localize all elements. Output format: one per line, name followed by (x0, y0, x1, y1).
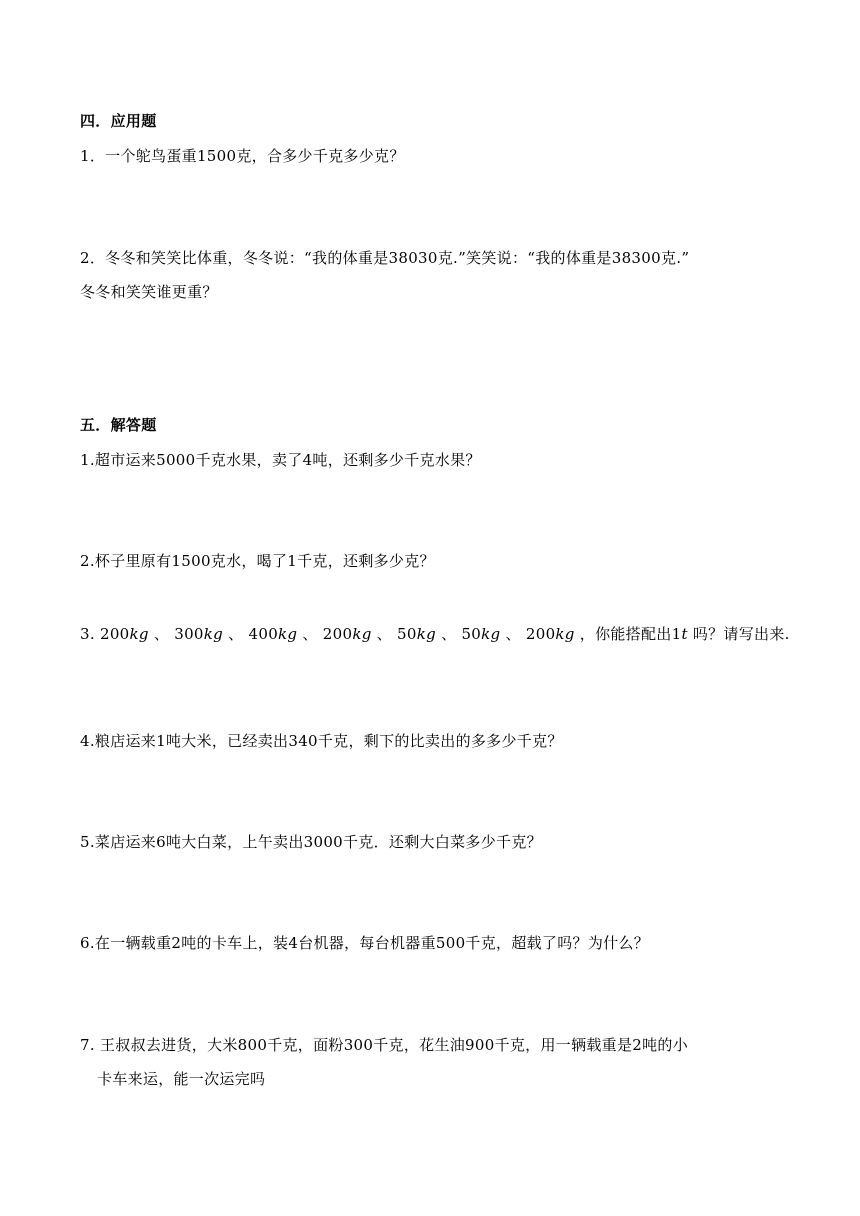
section-5-question-7-line-2: 卡车来运，能一次运完吗 (97, 1070, 266, 1088)
weight-item-2: 300kg (174, 625, 224, 643)
question-3-prefix: 3. (80, 625, 100, 643)
separator: 、 (297, 625, 323, 643)
section-5-question-2: 2.杯子里原有1500克水，喝了1千克，还剩多少克？ (80, 552, 435, 570)
separator: 、 (500, 625, 526, 643)
section-4-question-2-line-1: 2．冬冬和笑笑比体重，冬冬说：“我的体重是38030克.”笑笑说：“我的体重是38300克.” (80, 249, 690, 267)
section-4-heading: 四．应用题 (80, 112, 157, 130)
section-5-question-7-line-1: 7. 王叔叔去进货，大米800千克，面粉300千克，花生油900千克，用一辆载重是2吨的小 (80, 1036, 689, 1054)
weight-item-3: 400kg (248, 625, 298, 643)
weight-item-1: 200kg (99, 625, 149, 643)
section-5-heading: 五．解答题 (80, 416, 157, 434)
target-weight: 1t (671, 625, 688, 643)
weight-item-6: 50kg (461, 625, 501, 643)
section-5-question-3 (80, 624, 790, 644)
question-3-middle: ，你能搭配出 (574, 625, 672, 643)
weight-item-5: 50kg (397, 625, 437, 643)
weight-item-7: 200kg (525, 625, 575, 643)
section-5-question-6: 6.在一辆载重2吨的卡车上，装4台机器，每台机器重500千克，超载了吗？为什么？ (80, 934, 650, 952)
section-5-question-1: 1.超市运来5000千克水果，卖了4吨，还剩多少千克水果？ (80, 451, 481, 469)
weight-item-4: 200kg (322, 625, 372, 643)
question-3-suffix: 吗？请写出来. (687, 625, 790, 643)
separator: 、 (436, 625, 462, 643)
separator: 、 (148, 625, 175, 643)
separator: 、 (223, 625, 249, 643)
section-4-question-1: 1．一个鸵鸟蛋重1500克，合多少千克多少克？ (80, 147, 405, 165)
section-4-question-2-line-2: 冬冬和笑笑谁更重？ (80, 283, 218, 301)
section-5-question-4: 4.粮店运来1吨大米，已经卖出340千克，剩下的比卖出的多多少千克？ (80, 732, 563, 750)
separator: 、 (371, 625, 398, 643)
section-5-question-5: 5.菜店运来6吨大白菜，上午卖出3000千克．还剩大白菜多少千克？ (80, 833, 542, 851)
